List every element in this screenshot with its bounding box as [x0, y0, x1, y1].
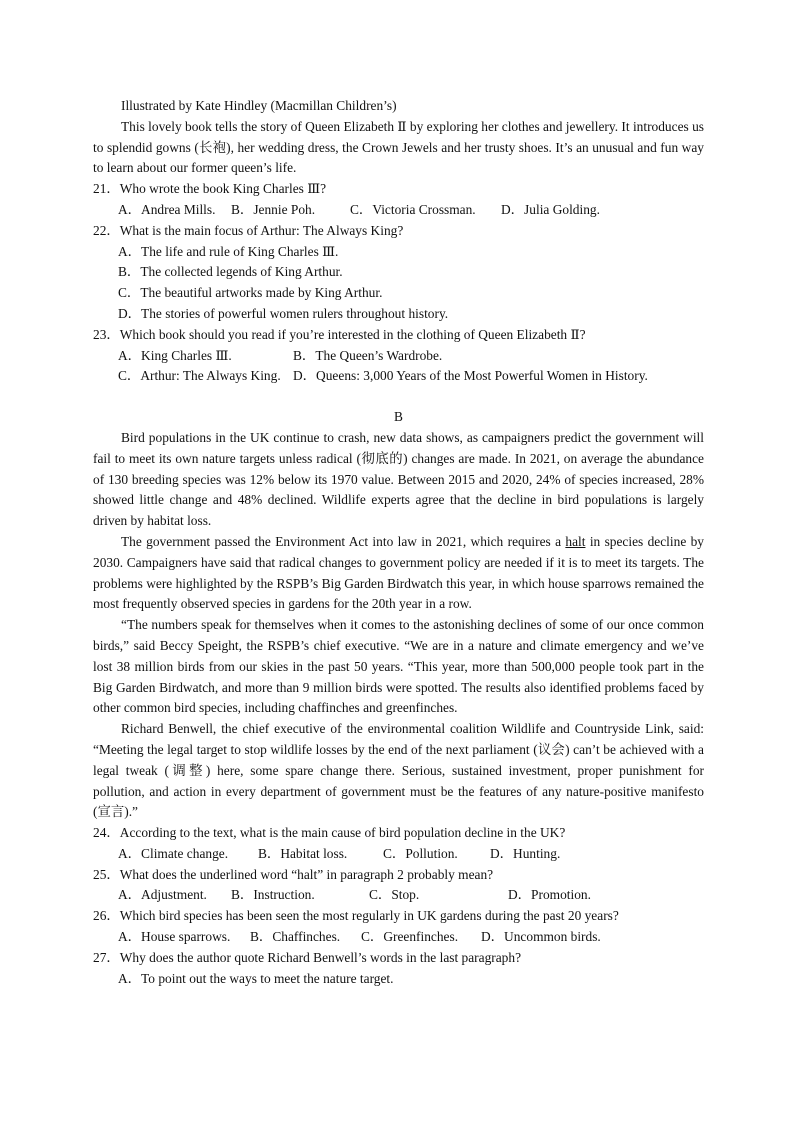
question-23-options-cd [93, 366, 704, 387]
paragraph-2-part-1: The government passed the Environment Act into law in 2021, which requires a [121, 533, 566, 549]
option-d: D．Uncommon birds. [481, 929, 601, 945]
option-d: D．Hunting. [490, 845, 561, 861]
question-26-stem: 26．Which bird species has been seen the most regularly in UK gardens during the past 20 years? [93, 908, 619, 924]
question-21-stem: 21．Who wrote the book King Charles Ⅲ? [93, 181, 327, 197]
option-c: C．Greenfinches. [361, 929, 459, 945]
option-a: A．King Charles Ⅲ. [118, 347, 232, 363]
option-d: D．Promotion. [508, 887, 591, 903]
question-23-options-ab [93, 346, 704, 367]
illustrator-credit: Illustrated by Kate Hindley (Macmillan Children’s) [121, 98, 397, 113]
question-23-stem: 23．Which book should you read if you’re interested in the clothing of Queen Elizabeth Ⅱ? [93, 326, 586, 342]
option-a: A．Adjustment. [118, 887, 207, 903]
book-description: This lovely book tells the story of Queen Elizabeth Ⅱ by exploring her clothes and jewellery. It introduces us to splendid gowns (长袍), her wedding dress, the Crown Jewels and her trusty shoes. It’s an unusual and fun way to learn about our former queen’s life. [93, 118, 704, 176]
question-24-options [93, 844, 704, 865]
question-21-options [93, 200, 704, 221]
passage-paragraph-2 [93, 532, 704, 615]
paragraph-2-part-2: in species decline by 2030. Campaigners have said that radical changes to government policy are needed if it is to meet its targets. The problems were highlighted by the RSPB’s Big Garden Birdwatch this year, in which house sparrows remained the most frequently observed species in gardens for the 20th year in a row. [93, 533, 704, 612]
option-d: D．Queens: 3,000 Years of the Most Powerful Women in History. [293, 368, 648, 384]
option-b: B．Jennie Poh. [231, 201, 316, 217]
passage-paragraph-4: Richard Benwell, the chief executive of the environmental coalition Wildlife and Countryside Link, said: “Meeting the legal target to stop wildlife losses by the end of the next parliament (议会) can’t be achieved with a legal tweak (调整) here, some spare change there. Serious, sustained investment, proper punishment for pollution, and action in every department of government must be the features of any nature-positive manifesto (宣言).” [93, 721, 704, 820]
option-a: A．Andrea Mills. [118, 201, 216, 217]
option-b: B．The Queen’s Wardrobe. [293, 347, 443, 363]
question-26-options [93, 927, 704, 948]
option-a: A．The life and rule of King Charles Ⅲ. [118, 243, 339, 259]
question-22-stem: 22．What is the main focus of Arthur: The Always King? [93, 222, 404, 238]
passage-paragraph-3: “The numbers speak for themselves when it comes to the astonishing declines of some of our once common birds,” said Beccy Speight, the RSPB’s chief executive. “We are in a nature and climate emergency and we’ve lost 38 million birds from our skies in the past 50 years. “This year, more than 500,000 people took part in the Big Garden Birdwatch, and more than 9 million birds were spotted. The results also identified problems faced by other common bird species, including chaffinches and greenfinches. [93, 617, 704, 716]
option-b: B．Habitat loss. [258, 845, 348, 861]
question-25-options [93, 885, 704, 906]
option-c: C．The beautiful artworks made by King Arthur. [118, 285, 383, 301]
option-c: C．Stop. [369, 887, 420, 903]
option-a: A．To point out the ways to meet the nature target. [118, 970, 394, 986]
option-a: A．House sparrows. [118, 929, 231, 945]
option-d: D．The stories of powerful women rulers throughout history. [118, 305, 449, 321]
option-b: B．The collected legends of King Arthur. [118, 264, 343, 280]
section-heading-b: B [394, 409, 403, 425]
question-25-stem: 25．What does the underlined word “halt” in paragraph 2 probably mean? [93, 866, 494, 882]
question-27-stem: 27．Why does the author quote Richard Benwell’s words in the last paragraph? [93, 949, 522, 965]
option-c: C．Victoria Crossman. [350, 201, 476, 217]
question-24-stem: 24．According to the text, what is the main cause of bird population decline in the UK? [93, 825, 566, 841]
option-c: C．Pollution. [383, 845, 458, 861]
option-b: B．Instruction. [231, 887, 315, 903]
passage-paragraph-1: Bird populations in the UK continue to crash, new data shows, as campaigners predict the government will fail to meet its own nature targets unless radical (彻底的) changes are made. In 2021, on average the abundance of 130 breeding species was 12% below its 1970 value. Between 2015 and 2020, 24% of species increased, 28% showed little change and 48% declined. Wildlife experts agree that the decline in bird populations is largely driven by habitat loss. [93, 429, 704, 529]
document-page [93, 96, 704, 989]
option-c: C．Arthur: The Always King. [118, 368, 281, 384]
option-d: D．Julia Golding. [501, 201, 600, 217]
option-b: B．Chaffinches. [250, 929, 341, 945]
underlined-word-halt: halt [565, 533, 586, 549]
option-a: A．Climate change. [118, 845, 229, 861]
